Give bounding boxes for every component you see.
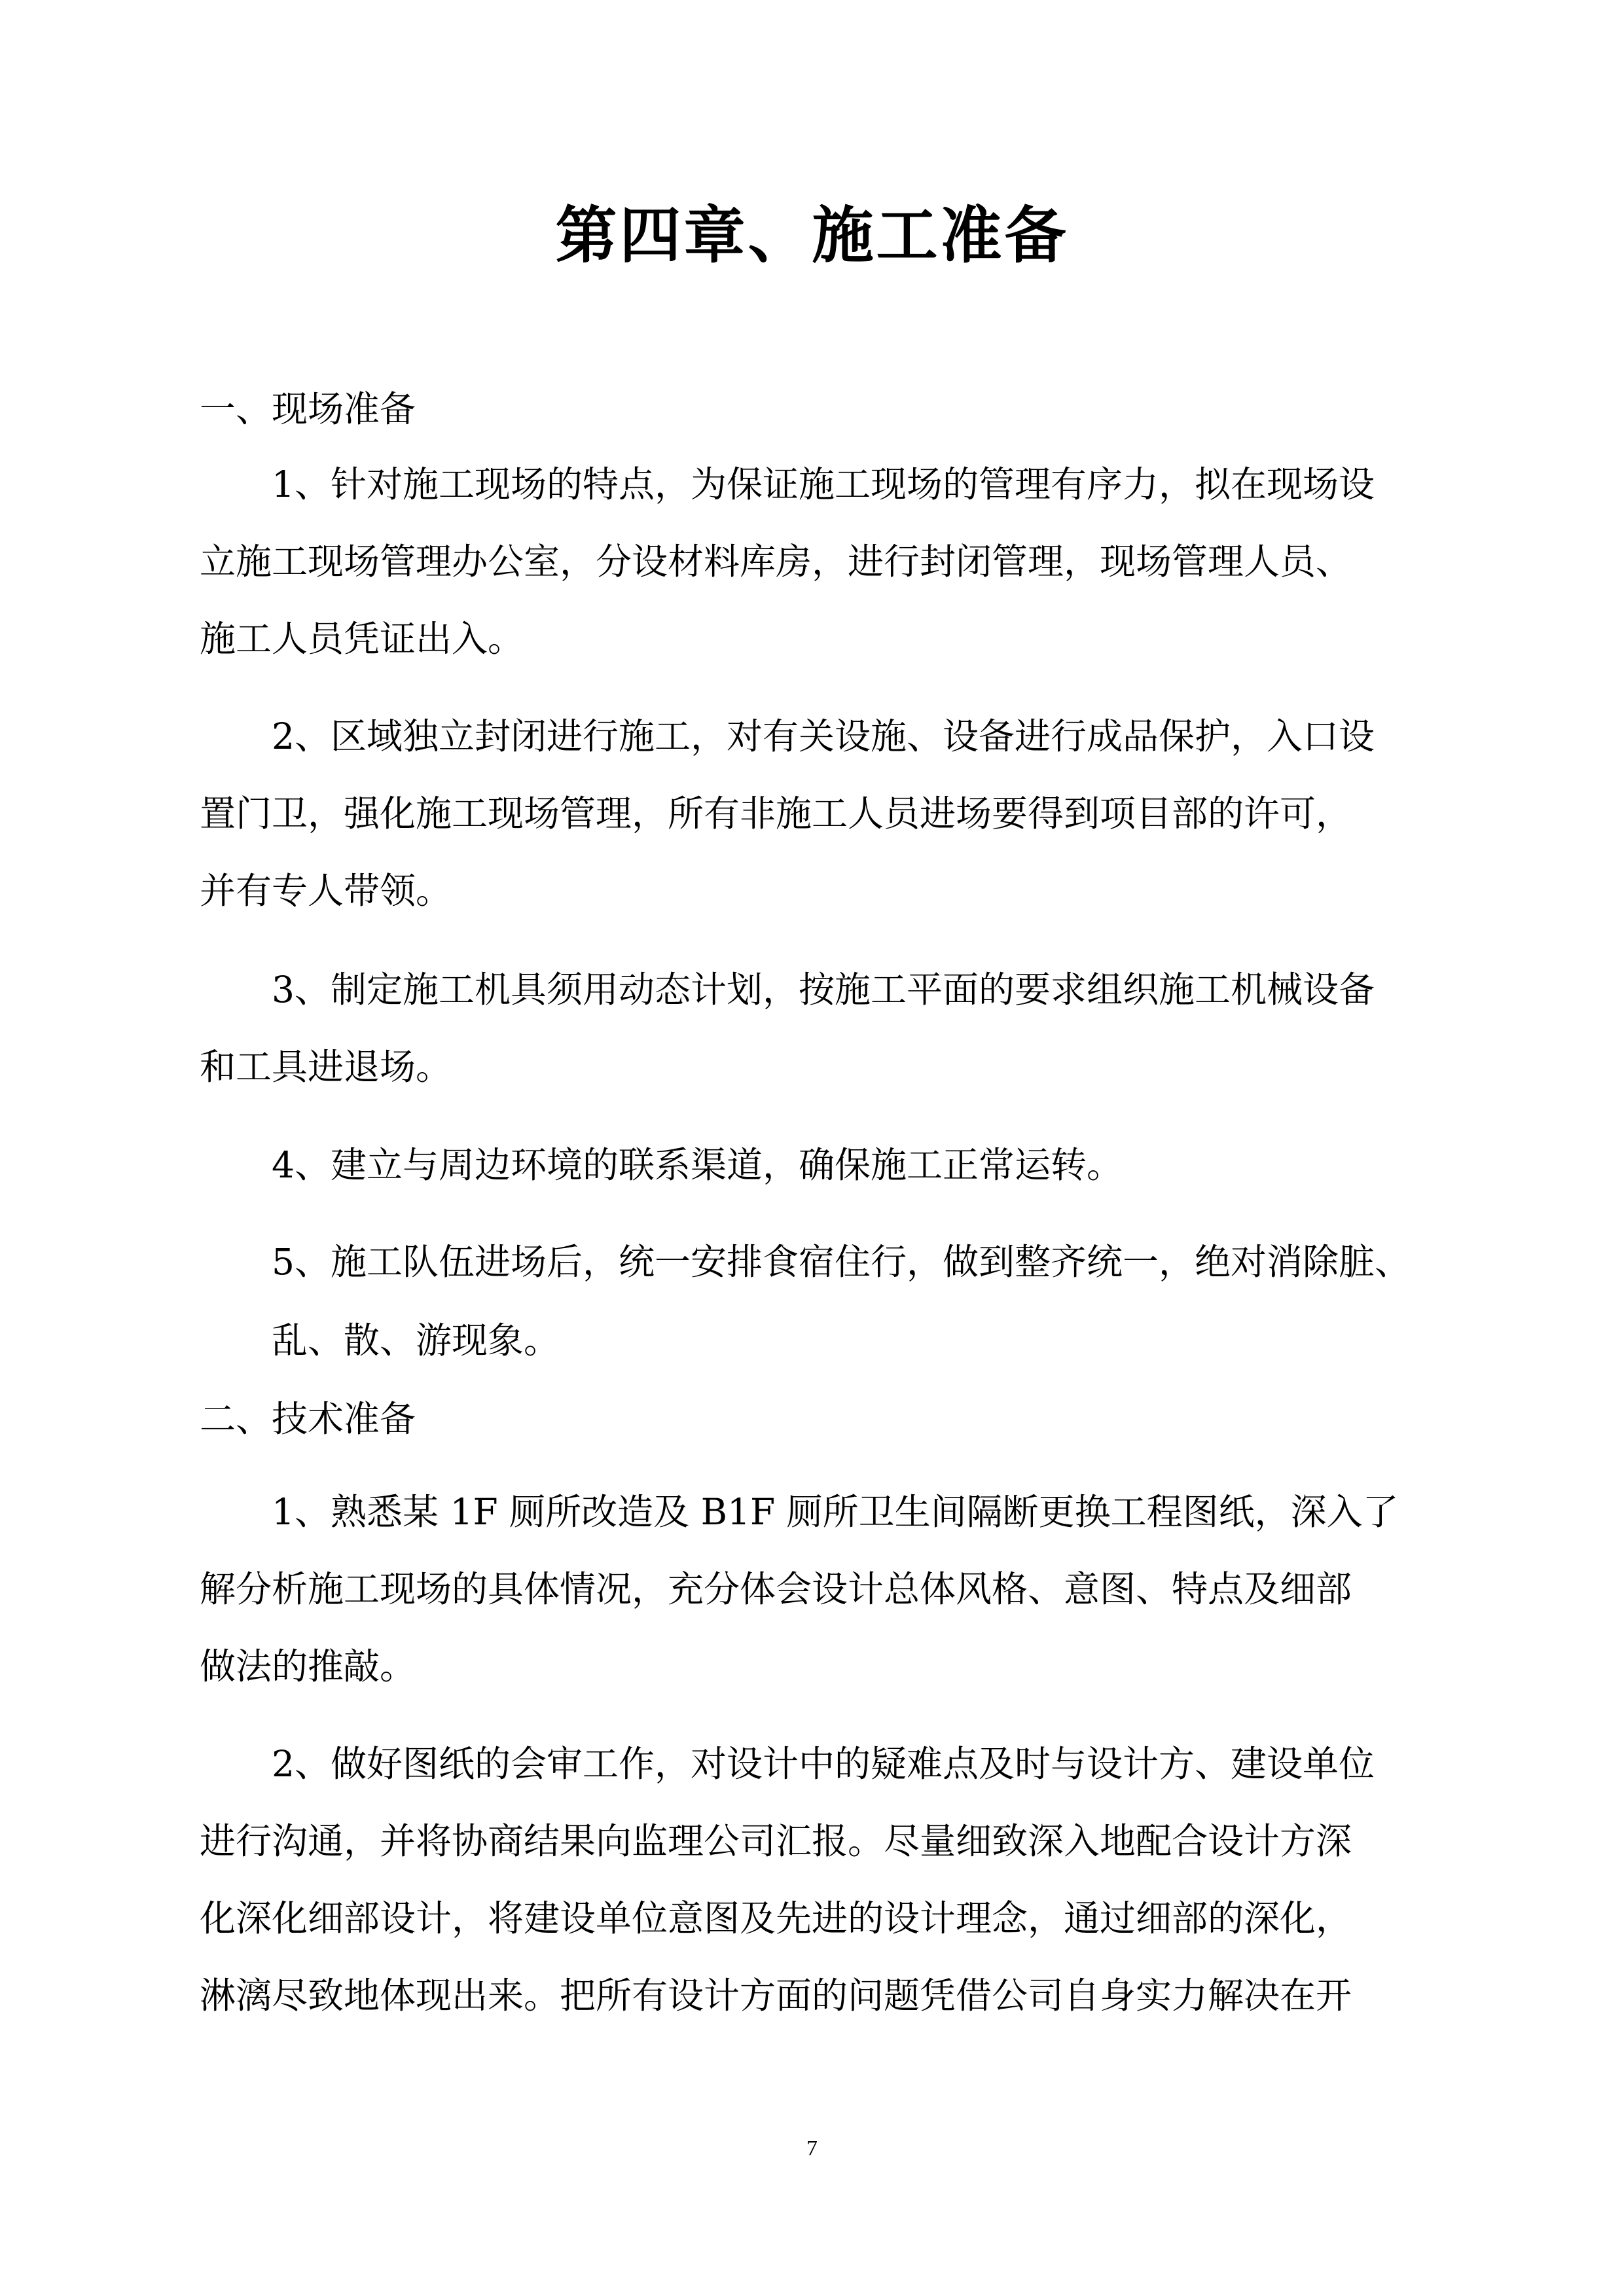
- paragraph-line: 并有专人带领。: [200, 870, 452, 912]
- paragraph-line: 和工具进退场。: [200, 1046, 452, 1088]
- paragraph-line: 3、制定施工机具须用动态计划，按施工平面的要求组织施工机械设备: [272, 969, 1375, 1011]
- section-heading-site-preparation: 一、现场准备: [200, 388, 416, 430]
- paragraph-line: 2、做好图纸的会审工作，对设计中的疑难点及时与设计方、建设单位: [272, 1743, 1375, 1785]
- paragraph-line: 2、区域独立封闭进行施工，对有关设施、设备进行成品保护，入口设: [272, 715, 1375, 757]
- paragraph-line: 乱、散、游现象。: [272, 1319, 560, 1361]
- paragraph-line: 置门卫，强化施工现场管理，所有非施工人员进场要得到项目部的许可，: [200, 793, 1352, 834]
- paragraph-line: 立施工现场管理办公室，分设材料库房，进行封闭管理，现场管理人员、: [200, 541, 1352, 583]
- section-heading-technical-preparation: 二、技术准备: [200, 1398, 416, 1440]
- paragraph-line: 解分析施工现场的具体情况，充分体会设计总体风格、意图、特点及细部: [200, 1568, 1352, 1610]
- paragraph-line: 进行沟通，并将协商结果向监理公司汇报。尽量细致深入地配合设计方深: [200, 1820, 1352, 1862]
- page-number: 7: [806, 2136, 818, 2161]
- paragraph-line: 1、针对施工现场的特点，为保证施工现场的管理有序力，拟在现场设: [272, 463, 1375, 505]
- paragraph-line: 1、熟悉某 1F 厕所改造及 B1F 厕所卫生间隔断更换工程图纸，深入了: [272, 1491, 1399, 1533]
- paragraph-line: 做法的推敲。: [200, 1645, 416, 1687]
- paragraph-line: 5、施工队伍进场后，统一安排食宿住行，做到整齐统一，绝对消除脏、: [272, 1241, 1411, 1283]
- paragraph-line: 淋漓尽致地体现出来。把所有设计方面的问题凭借公司自身实力解决在开: [200, 1975, 1352, 2017]
- paragraph-line: 化深化细部设计，将建设单位意图及先进的设计理念，通过细部的深化，: [200, 1897, 1352, 1939]
- paragraph-line: 施工人员凭证出入。: [200, 618, 524, 660]
- paragraph-line: 4、建立与周边环境的联系渠道，确保施工正常运转。: [272, 1144, 1123, 1186]
- chapter-title: 第四章、施工准备: [555, 200, 1069, 272]
